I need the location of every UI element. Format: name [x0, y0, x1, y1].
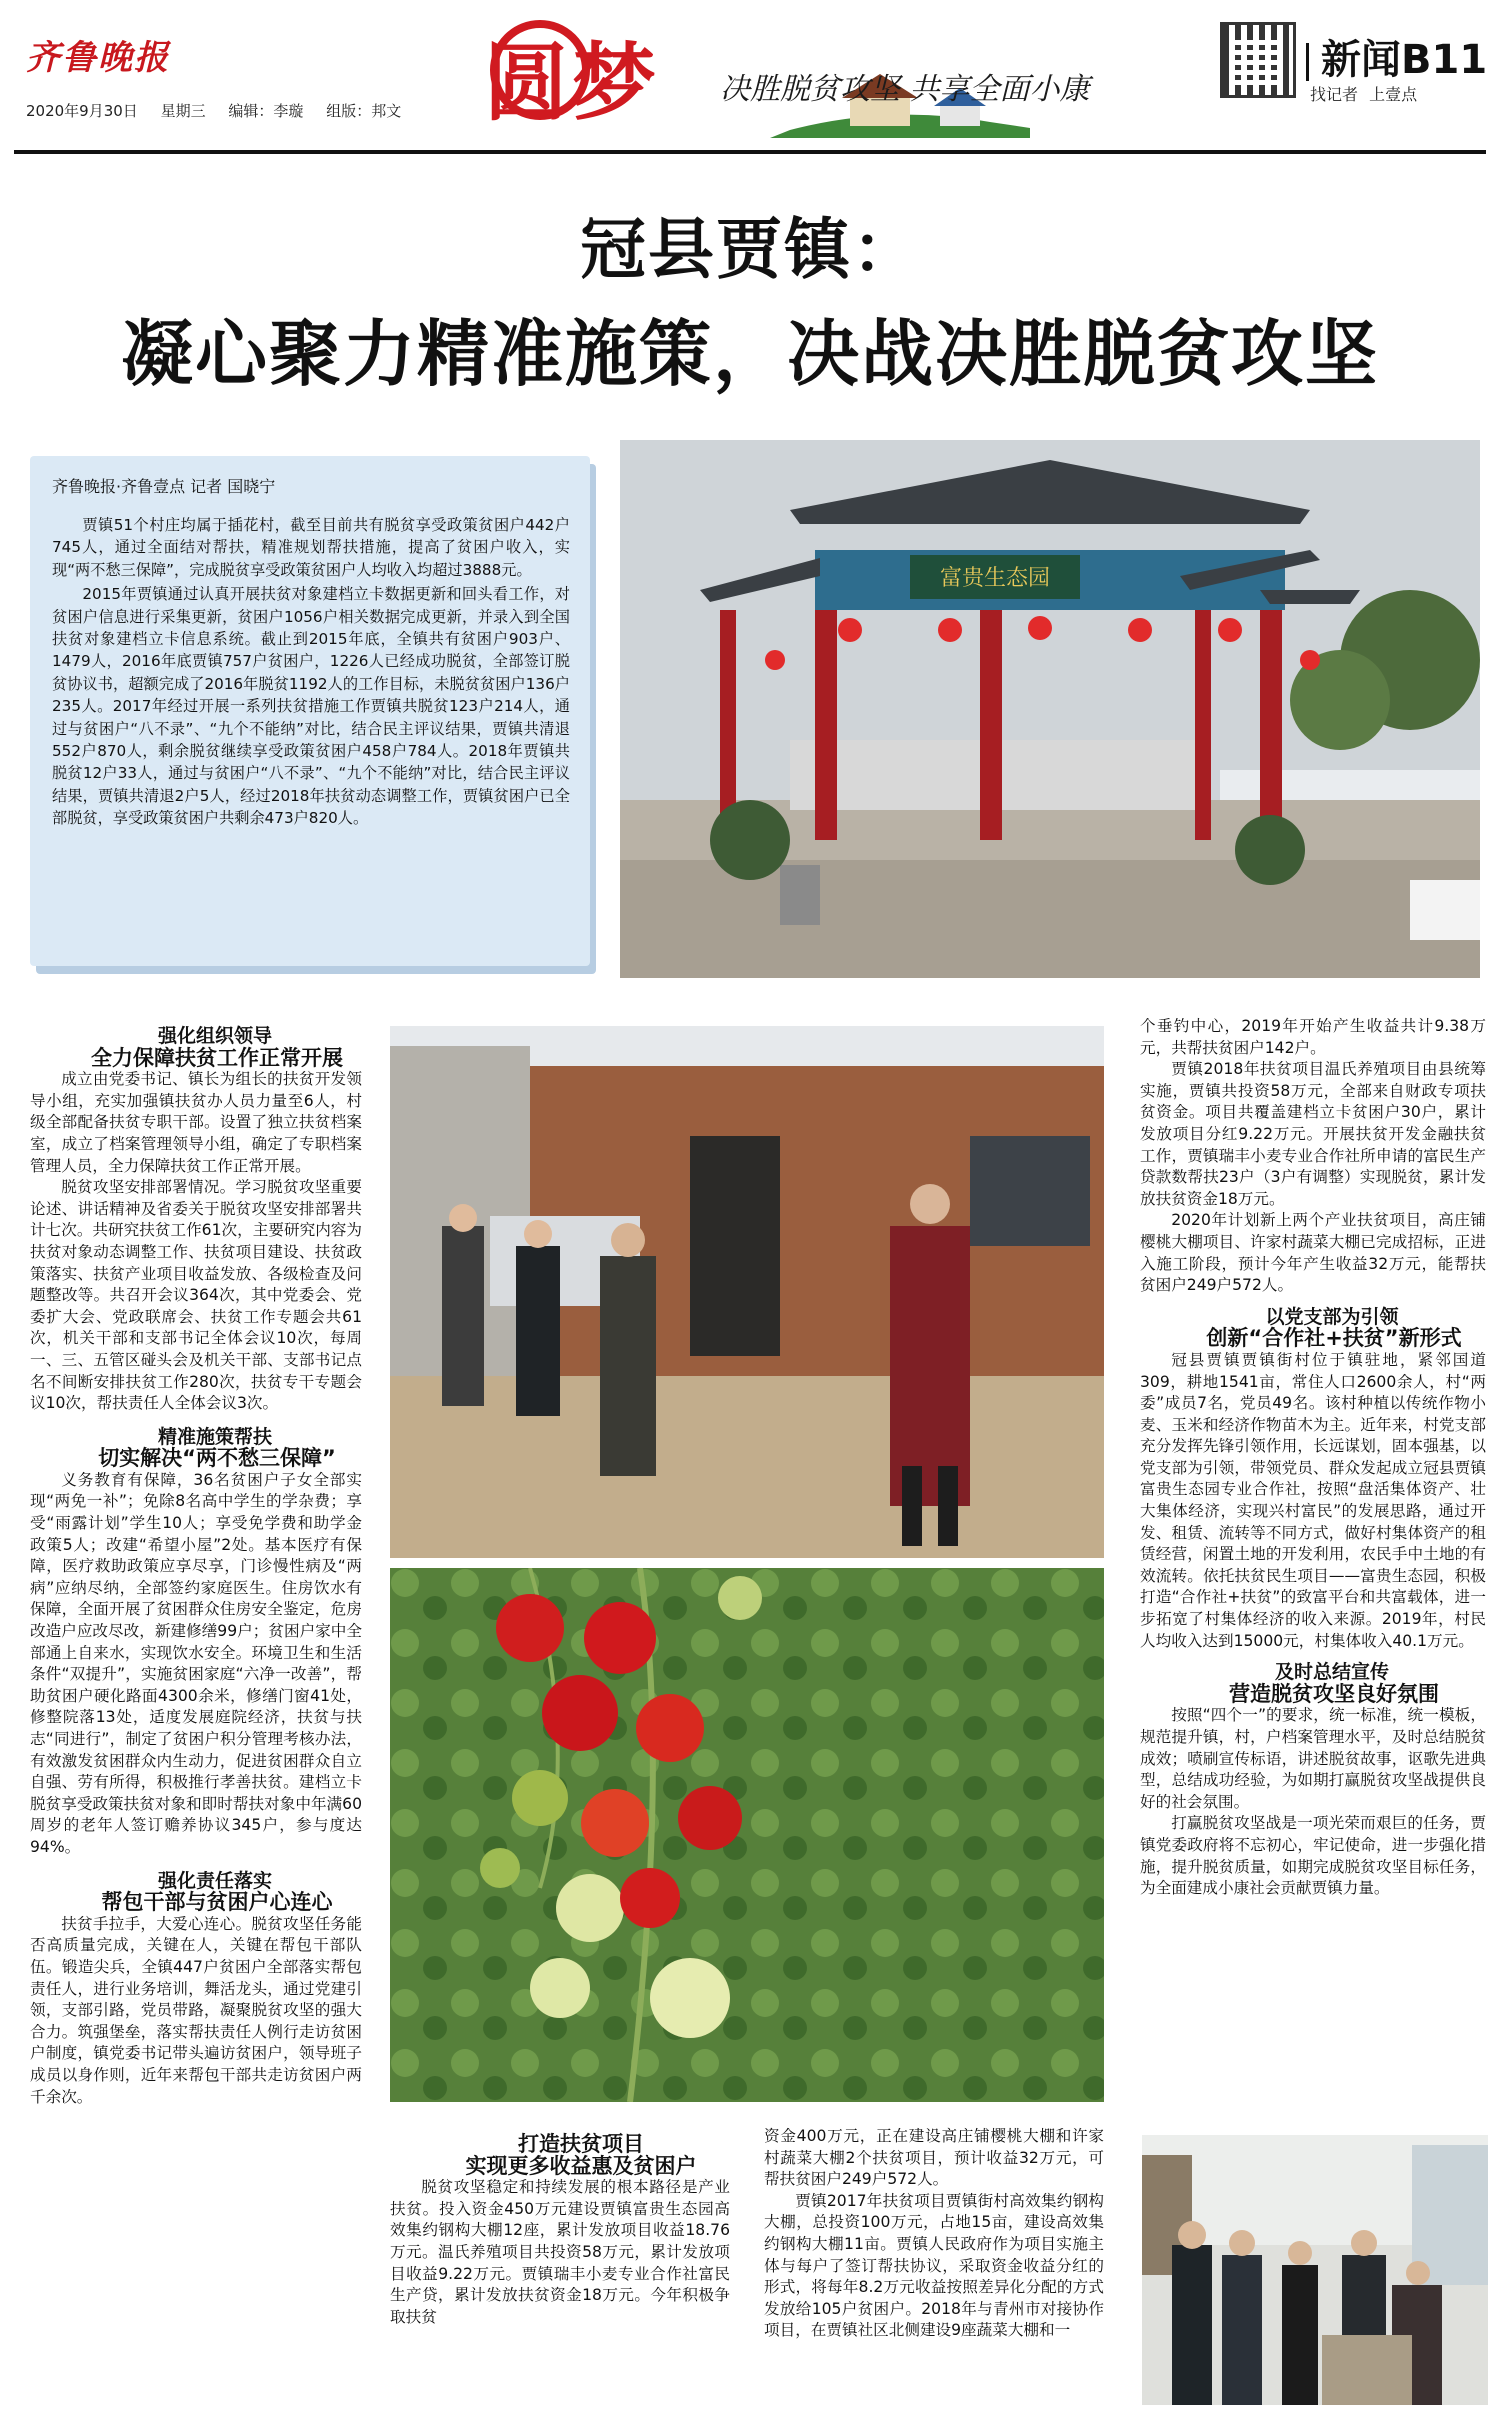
banner-slogan: 决胜脱贫攻坚 共享全面小康	[720, 72, 1090, 107]
issue-layout: 组版：邦文	[326, 102, 402, 120]
yuanmeng-banner	[470, 12, 1110, 142]
qr-code	[1220, 22, 1296, 98]
lead-paragraph: 贾镇51个村庄均属于插花村，截至目前共有脱贫享受政策贫困户442户745人，通过全面结对帮扶，精准规划帮扶措施，提高了贫困户收入，实现“两不愁三保障”，完成脱贫享受政策贫困户人均收入均超过3888元。	[52, 516, 570, 579]
body-paragraph: 2020年计划新上两个产业扶贫项目，高庄铺樱桃大棚项目、许家村蔬菜大棚已完成招标，正进入施工阶段，预计今年产生收益32万元，能帮扶贫困户249户572人。	[1140, 1211, 1486, 1295]
headline-line2: 凝心聚力精准施策，决战决胜脱贫攻坚	[120, 312, 1379, 396]
body-paragraph: 扶贫手拉手，大爱心连心。脱贫攻坚任务能否高质量完成，关键在人，关键在帮包干部队伍。锻造尖兵，全镇447户贫困户全部落实帮包责任人，进行业务培训，舞活龙头，通过党建引领，支部引路，党员带路，凝聚脱贫攻坚的强大合力。筑强堡垒，落实帮扶责任人例行走访贫困户制度，镇党委书记带头遍访贫困户，领导班子成员以身作则，近年来帮包干部共走访贫困户两千余次。	[30, 1914, 362, 2106]
photo-tomatoes	[390, 1568, 1104, 2102]
body-paragraph: 义务教育有保障，36名贫困户子女全部实现“两免一补”；免除8名高中学生的学杂费；享受“雨露计划”学生10人；享受免学费和助学金政策5人；改建“希望小屋”2处。基本医疗有保障，医疗救助政策应享尽享，门诊慢性病及“两病”应纳尽纳，全部签约家庭医生。住房饮水有保障，全面开展了贫困群众住房安全鉴定，危房改造户应改尽改，新建修缮99户；贫困户家中全部通上自来水，实现饮水安全。环境卫生和生活条件“双提升”，实施贫困家庭“六净一改善”，帮助贫困户硬化路面4300余米，修缮门窗41处，修整院落13处，适度发展庭院经济，扶贫与扶志“同进行”，制定了贫困户积分管理考核办法，有效激发贫困群众内生动力，促进贫困群众自立自强、劳有所得，积极推行孝善扶贫。建档立卡脱贫享受政策扶贫对象和即时帮扶对象中年满60周岁的老年人签订赡养协议345户，参与度达94%。	[30, 1470, 362, 1856]
column-2	[390, 2126, 730, 2328]
section-subtitle: 及时总结宣传	[1274, 1661, 1389, 1684]
body-paragraph: 脱贫攻坚安排部署情况。学习脱贫攻坚重要论述、讲话精神及省委关于脱贫攻坚安排部署共计七次。共研究扶贫工作61次，主要研究内容为扶贫对象动态调整工作、扶贫项目建设、扶贫政策落实、扶贫产业项目收益发放、各级检查及问题整改等。共召开会议364次，其中党委会、党委扩大会、党政联席会、扶贫工作专题会共61次，机关干部和支部书记全体会议10次，每周一、三、五管区碰头会及机关干部、支部书记点名不间断安排扶贫工作280次，扶贫专干专题会议10次，帮扶责任人全体会议3次。	[30, 1178, 362, 1413]
masthead-rule	[14, 150, 1486, 154]
section-subtitle: 以党支部为引领	[1265, 1305, 1399, 1328]
issue-editor: 编辑：李璇	[228, 102, 304, 120]
banner-title: 圆梦	[484, 33, 661, 132]
body-paragraph: 打赢脱贫攻坚战是一项光荣而艰巨的任务，贾镇党委政府将不忘初心，牢记使命，进一步强化措施，提升脱贫质量，如期完成脱贫攻坚目标任务，为全面建成小康社会贡献贾镇力量。	[1140, 1814, 1486, 1898]
body-paragraph: 冠县贾镇贾镇街村位于镇驻地，紧邻国道309，耕地1541亩，常住人口2600余人，村“两委”成员7名，党员49名。该村种植以传统作物小麦、玉米和经济作物苗木为主。近年来，村党支部充分发挥先锋引领作用，长远谋划，固本强基，以党支部为引领，带领党员、群众发起成立冠县贾镇富贵生态园专业合作社，按照“盘活集体资产、壮大集体经济，实现兴村富民”的发展思路，通过开发、租赁、流转等不同方式，做好村集体资产的租赁经营，闲置土地的开发利用，农民手中土地的有效流转。依托扶贫民生项目——富贵生态园，积极打造“合作社+扶贫”的致富平台和共富载体，进一步拓宽了村集体经济的收入来源。2019年，村民人均收入达到15000元，村集体收入40.1万元。	[1140, 1350, 1486, 1650]
body-paragraph: 贾镇2018年扶贫项目温氏养殖项目由县统筹实施，贾镇共投资58万元，全部来自财政专项扶贫资金。项目共覆盖建档立卡贫困户30户，累计发放项目分红9.22万元。开展扶贫开发金融扶贫工作，贾镇瑞丰小麦专业合作社所申请的富民生产贷款数帮扶23户（3户有调整）实现脱贫，累计发放扶贫资金18万元。	[1140, 1060, 1486, 1208]
body-paragraph: 个垂钓中心，2019年开始产生收益共计9.38万元，共帮扶贫困户142户。	[1140, 1017, 1486, 1057]
section-title: 帮包干部与贫困户心连心	[101, 1890, 333, 1915]
headline-line1: 冠县贾镇：	[580, 211, 920, 288]
lead-box	[30, 456, 590, 966]
section-text: 新闻B11	[1321, 37, 1488, 83]
section-title: 打造扶贫项目	[518, 2132, 644, 2156]
contact-line: 找记者 上壹点	[1310, 85, 1418, 104]
body-paragraph: 脱贫攻坚稳定和持续发展的根本路径是产业扶贫。投入资金450万元建设贾镇富贵生态园高效集约钢构大棚12座，累计发放项目收益18.76万元。温氏养殖项目共投资58万元，累计发放项目收益9.22万元。贾镇瑞丰小麦专业合作社富民生产贷，累计发放扶贫资金18万元。今年积极争取扶贫	[390, 2178, 730, 2326]
column-3	[764, 2126, 1104, 2342]
lead-paragraph: 2015年贾镇通过认真开展扶贫对象建档立卡数据更新和回头看工作，对贫困户信息进行采集更新，贫困户1056户相关数据完成更新，并录入到全国扶贫对象建档立卡信息系统。截止到2015年底，全镇共有贫困户903户、1479人，2016年底贾镇757户贫困户，1226人已经成功脱贫，全部签订脱贫协议书，超额完成了2016年脱贫1192人的工作目标，未脱贫贫困户136户235人。2017年经过开展一系列扶贫措施工作贾镇共脱贫123户214人，通过与贫困户“八不录”、“九个不能纳”对比，结合民主评议结果，贾镇共清退552户870人，剩余脱贫继续享受政策贫困户458户784人。2018年贾镇共脱贫12户33人，通过与贫困户“八不录”、“九个不能纳”对比，结合民主评议结果，贾镇共清退2户5人，经过2018年扶贫动态调整工作，贾镇贫困户已全部脱贫，享受政策贫困户共剩余473户820人。	[52, 585, 570, 828]
issue-date: 2020年9月30日	[26, 102, 138, 120]
body-paragraph: 资金400万元，正在建设高庄铺樱桃大棚和许家村蔬菜大棚2个扶贫项目，预计收益32万元，可帮扶贫困户249户572人。	[764, 2127, 1104, 2189]
newspaper-logo: 齐鲁晚报	[26, 38, 170, 78]
section-title: 切实解决“两不愁三保障”	[98, 1446, 336, 1471]
section-subtitle: 强化组织领导	[157, 1025, 272, 1047]
section-subtitle: 实现更多收益惠及贫困户	[465, 2153, 697, 2178]
body-paragraph: 按照“四个一”的要求，统一标准，统一模板，规范提升镇，村，户档案管理水平，及时总结脱贫成效；喷刷宣传标语，讲述脱贫故事，讴歌先进典型，总结成功经验，为如期打赢脱贫攻坚战提供良好的社会氛围。	[1140, 1706, 1486, 1811]
body-paragraph: 成立由党委书记、镇长为组长的扶贫开发领导小组，充实加强镇扶贫办人员力量至6人，村级全部配备扶贫专职干部。设置了独立扶贫档案室，成立了档案管理领导小组，确定了专职档案管理人员，全力保障扶贫工作正常开展。	[30, 1070, 362, 1175]
section-title: 营造脱贫攻坚良好氛围	[1229, 1681, 1439, 1706]
issue-meta	[26, 100, 419, 121]
section-subtitle: 精准施策帮扶	[157, 1425, 272, 1448]
section-title: 创新“合作社+扶贫”新形式	[1206, 1326, 1462, 1351]
section-title: 全力保障扶贫工作正常开展	[91, 1045, 343, 1070]
lead-text	[52, 514, 570, 832]
section-label	[1306, 28, 1487, 85]
photo-field-visit	[390, 1026, 1104, 1558]
photo-household-visit	[1142, 2135, 1488, 2405]
section-divider	[1306, 43, 1309, 81]
column-1	[30, 1026, 362, 2108]
column-4	[1140, 1016, 1486, 1900]
body-paragraph: 贾镇2017年扶贫项目贾镇街村高效集约钢构大棚，总投资100万元，占地15亩，建设高效集约钢构大棚11亩。贾镇人民政府作为项目实施主体与每户了签订帮扶协议，采取资金收益分红的形式，将每年8.2万元收益按照差异化分配的方式发放给105户贫困户。2018年与青州市对接协作项目，在贾镇社区北侧建设9座蔬菜大棚和一	[764, 2191, 1104, 2340]
issue-weekday: 星期三	[160, 102, 206, 120]
gate-plaque-text: 富贵生态园	[939, 566, 1051, 591]
section-subtitle: 强化责任落实	[157, 1869, 272, 1892]
photo-memorial-gate	[620, 440, 1480, 978]
byline: 齐鲁晚报·齐鲁壹点 记者 国晓宁	[52, 477, 276, 496]
